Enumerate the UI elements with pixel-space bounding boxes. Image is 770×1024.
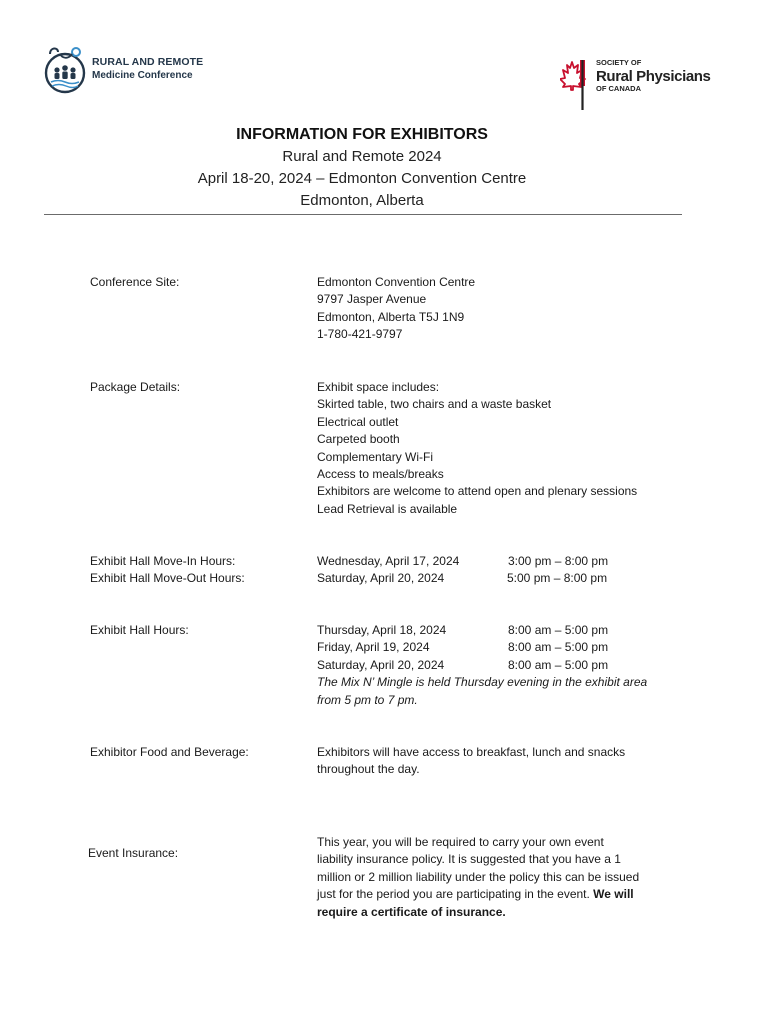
logo-rural-physicians: Rural Physicians [596,67,711,85]
package-line: Exhibit space includes: [317,380,440,394]
logo-society-of: SOCIETY OF [596,58,642,67]
mix-mingle-note-line-2: from 5 pm to 7 pm. [317,692,418,707]
insurance-line-4-text: just for the period you are participating in the event. [317,887,594,902]
insurance-line: million or 2 million liability under the policy this can be issued [317,869,640,884]
logo-line-1: RURAL AND REMOTE [92,56,204,68]
header-divider [44,214,682,215]
move-day: Saturday, April 20, 2024 [317,571,445,586]
package-line: Electrical outlet [317,414,399,429]
srpc-logo [560,56,711,112]
package-line: Complementary Wi-Fi [317,449,434,464]
site-line: Edmonton Convention Centre [317,275,476,289]
move-out-label: Exhibit Hall Move-Out Hours: [90,571,245,586]
exhibit-hall-hours-label: Exhibit Hall Hours: [90,623,189,637]
hall-day: Thursday, April 18, 2024 [317,623,447,637]
hall-time: 8:00 am – 5:00 pm [508,657,609,672]
subtitle-city: Edmonton, Alberta [300,192,424,209]
mix-mingle-note-line-1: The Mix N’ Mingle is held Thursday evening in the exhibit area [317,675,648,690]
food-line: Exhibitors will have access to breakfast, lunch and snacks [317,745,626,759]
hall-time: 8:00 am – 5:00 pm [508,623,609,637]
logo-line-2: Medicine Conference [92,70,193,81]
insurance-requirement: require a certificate of insurance. [317,904,506,919]
move-in-label: Exhibit Hall Move-In Hours: [90,554,236,568]
hall-time: 8:00 am – 5:00 pm [508,640,609,655]
site-line: 9797 Jasper Avenue [317,292,427,307]
package-line: Skirted table, two chairs and a waste basket [317,397,552,412]
hall-day: Saturday, April 20, 2024 [317,657,445,672]
move-labels [90,553,245,588]
move-day: Wednesday, April 17, 2024 [317,554,460,568]
move-time: 3:00 pm – 8:00 pm [508,554,609,568]
site-line: Edmonton, Alberta T5J 1N9 [317,309,465,324]
subtitle-dates-venue: April 18-20, 2024 – Edmonton Convention Centre [197,170,527,187]
food-beverage-label: Exhibitor Food and Beverage: [90,745,249,759]
stethoscope-people-icon [42,44,88,94]
insurance-line-4-bold: We will [593,887,634,902]
package-line: Exhibitors are welcome to attend open and plenary sessions [317,484,638,499]
site-line: 1-780-421-9797 [317,327,403,342]
package-details-label: Package Details: [90,380,181,394]
event-insurance-label: Event Insurance: [88,846,179,860]
hall-day: Friday, April 19, 2024 [317,640,430,655]
package-line: Carpeted booth [317,432,400,447]
subtitle-event: Rural and Remote 2024 [282,148,442,165]
conference-site-value [317,274,677,344]
logo-of-canada: OF CANADA [596,83,641,93]
package-line: Lead Retrieval is available [317,501,458,516]
insurance-line: This year, you will be required to carry your own event [317,835,604,849]
maple-leaf-icon [560,56,594,112]
title-block [0,124,724,212]
page-title: INFORMATION FOR EXHIBITORS [236,126,488,143]
package-details-value [317,379,737,518]
package-line: Access to meals/breaks [317,467,444,482]
move-time: 5:00 pm – 8:00 pm [507,571,608,586]
insurance-line [317,886,677,903]
event-insurance-value [317,834,677,921]
food-beverage-value [317,744,677,779]
rural-remote-logo [42,44,203,94]
insurance-line: liability insurance policy. It is suggested that you have a 1 [317,852,621,867]
food-line: throughout the day. [317,762,420,777]
conference-site-label: Conference Site: [90,275,180,289]
